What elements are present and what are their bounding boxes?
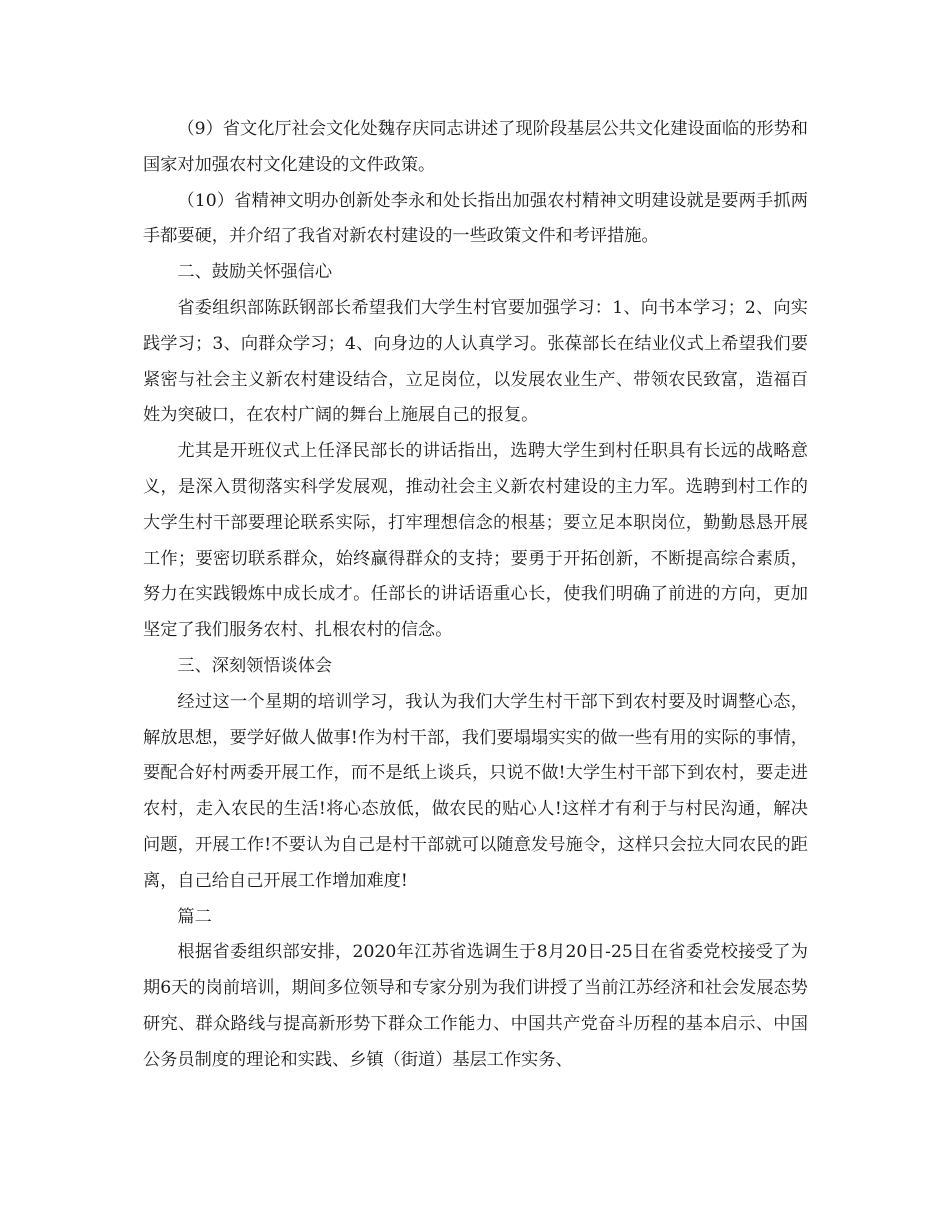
section-heading-part-two: 篇二: [177, 906, 212, 927]
document-body: [143, 112, 808, 1079]
paragraph-item-10: （10）省精神文明办创新处李永和处长指出加强农村精神文明建设就是要两手抓两手都要硬，并介绍了我省对新农村建设的一些政策文件和考评措施。: [143, 190, 808, 247]
section-heading-encouragement: 二、鼓励关怀强信心: [177, 262, 333, 283]
section-heading-reflections: 三、深刻领悟谈体会: [177, 655, 333, 676]
paragraph-item-9: （9）省文化厅社会文化处魏存庆同志讲述了现阶段基层公共文化建设面临的形势和国家对加强农村文化建设的文件政策。: [143, 119, 808, 175]
paragraph-study-requirements: 省委组织部陈跃钢部长希望我们大学生村官要加强学习：1、向书本学习；2、向实践学习；3、向群众学习；4、向身边的人认真学习。张葆部长在结业仪式上希望我们要紧密与社会主义新农村建设结合，立足岗位，以发展农业生产、带领农民致富，造福百姓为突破口，在农村广阔的舞台上施展自己的报复。: [143, 297, 808, 426]
paragraph-opening-speech: 尤其是开班仪式上任泽民部长的讲话指出，选聘大学生到村任职具有长远的战略意义，是深入贯彻落实科学发展观，推动社会主义新农村建设的主力军。选聘到村工作的大学生村干部要理论联系实际，打牢理想信念的根基；要立足本职岗位，勤勤恳恳开展工作；要密切联系群众，始终赢得群众的支持；要勇于开拓创新，不断提高综合素质，努力在实践锻炼中成长成才。任部长的讲话语重心长，使我们明确了前进的方向，更加坚定了我们服务农村、扎根农村的信念。: [143, 441, 808, 641]
paragraph-reflections: 经过这一个星期的培训学习，我认为我们大学生村干部下到农村要及时调整心态，解放思想，要学好做人做事!作为村干部，我们要塌塌实实的做一些有用的实际的事情，要配合好村两委开展工作，而不是纸上谈兵，只说不做!大学生村干部下到农村，要走进农村，走入农民的生活!将心态放低，做农民的贴心人!这样才有利于与村民沟通，解决问题，开展工作!不要认为自己是村干部就可以随意发号施令，这样只会拉大同农民的距离，自己给自己开展工作增加难度!: [143, 691, 808, 891]
paragraph-training-arrangement: 根据省委组织部安排，2020年江苏省选调生于8月20日-25日在省委党校接受了为期6天的岗前培训，期间多位领导和专家分别为我们讲授了当前江苏经济和社会发展态势研究、群众路线与提高新形势下群众工作能力、中国共产党奋斗历程的基本启示、中国公务员制度的理论和实践、乡镇（街道）基层工作实务、: [143, 942, 808, 1070]
